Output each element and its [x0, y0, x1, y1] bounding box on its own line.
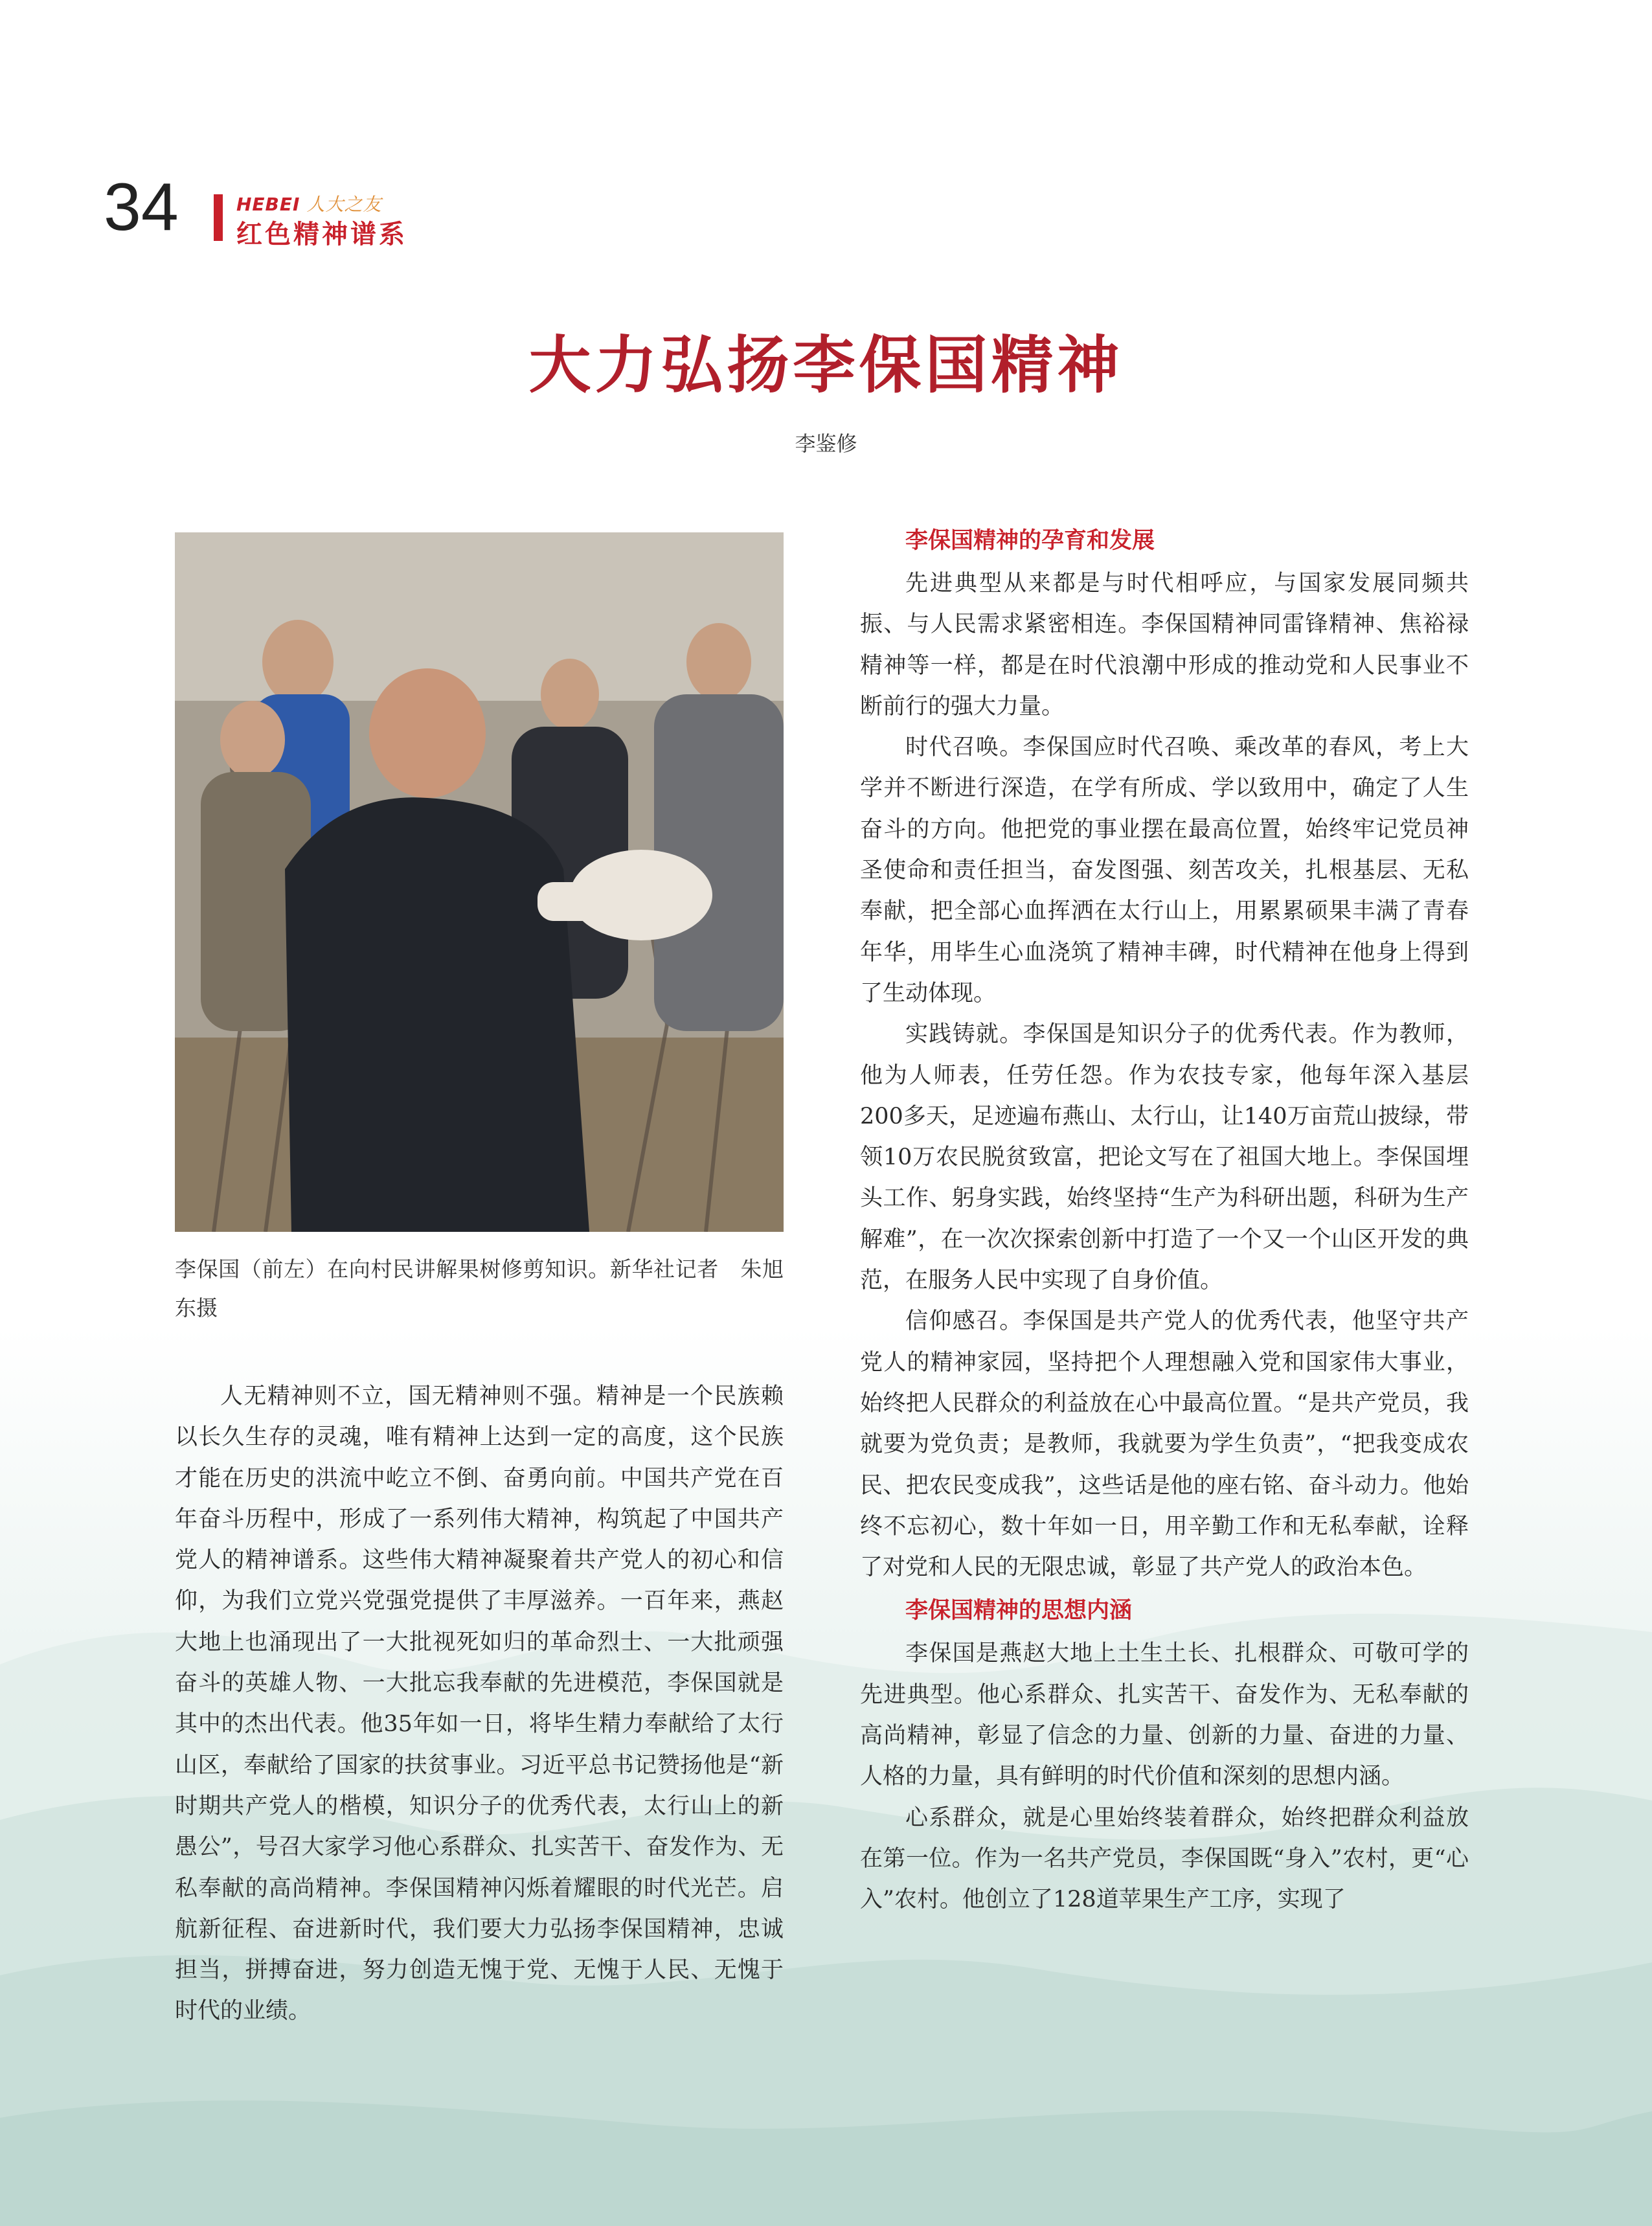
article-title: 大力弘扬李保国精神: [528, 329, 1124, 402]
section1-paragraph-3: 实践铸就。李保国是知识分子的优秀代表。作为教师，他为人师表，任劳任怨。作为农技专家，他每年深入基层200多天，足迹遍布燕山、太行山，让140万亩荒山披绿，带领10万农民脱贫致富，把论文写在了祖国大地上。李保国埋头工作、躬身实践，始终坚持“生产为科研出题，科研为生产解难”，在一次次探索创新中打造了一个又一个山区开发的典范，在服务人民中实现了自身价值。: [860, 1021, 1469, 1294]
section2-heading: 李保国精神的思想内涵: [905, 1598, 1133, 1624]
left-column: [175, 1376, 784, 2032]
right-column: [860, 528, 1469, 1921]
article-author: 李鉴修: [795, 431, 857, 456]
article-photo: [175, 532, 784, 1232]
section1-heading: 李保国精神的孕育和发展: [905, 528, 1155, 554]
section1-paragraph-1: 先进典型从来都是与时代相呼应，与国家发展同频共振、与人民需求紧密相连。李保国精神同雷锋精神、焦裕禄精神等一样，都是在时代浪潮中形成的推动党和人民事业不断前行的强大力量。: [860, 571, 1469, 720]
section1-paragraph-2: 时代召唤。李保国应时代召唤、乘改革的春风，考上大学并不断进行深造，在学有所成、学以致用中，确定了人生奋斗的方向。他把党的事业摆在最高位置，始终牢记党员神圣使命和责任担当，奋发图强、刻苦攻关，扎根基层、无私奉献，把全部心血挥洒在太行山上，用累累硕果丰满了青春年华，用毕生心血浇筑了精神丰碑，时代精神在他身上得到了生动体现。: [860, 734, 1469, 1006]
section2-paragraph-1: 李保国是燕赵大地上土生土长、扎根群众、可敬可学的先进典型。他心系群众、扎实苦干、奋发作为、无私奉献的高尚精神，彰显了信念的力量、创新的力量、奋进的力量、人格的力量，具有鲜明的时代价值和深刻的思想内涵。: [860, 1641, 1469, 1790]
brand-en: HEBEI: [236, 194, 300, 215]
brand-cn: 人大之友: [306, 194, 382, 215]
section1-paragraph-4: 信仰感召。李保国是共产党人的优秀代表，他坚守共产党人的精神家园，坚持把个人理想融入党和国家伟大事业，始终把人民群众的利益放在心中最高位置。“是共产党员，我就要为党负责；是教师，我就要为学生负责”，“把我变成农民、把农民变成我”，这些话是他的座右铭、奋斗动力。他始终不忘初心，数十年如一日，用辛勤工作和无私奉献，诠释了对党和人民的无限忠诚，彰显了共产党人的政治本色。: [860, 1308, 1469, 1581]
magazine-brand: [236, 190, 381, 216]
photo-caption: 李保国（前左）在向村民讲解果树修剪知识。新华社记者 朱旭东摄: [175, 1256, 784, 1321]
section2-paragraph-2: 心系群众，就是心里始终装着群众，始终把群众利益放在第一位。作为一名共产党员，李保国既“身入”农村，更“心入”农村。他创立了128道苹果生产工序，实现了: [860, 1804, 1469, 1913]
section-name: 红色精神谱系: [236, 220, 407, 249]
intro-paragraph: 人无精神则不立，国无精神则不强。精神是一个民族赖以长久生存的灵魂，唯有精神上达到一定的高度，这个民族才能在历史的洪流中屹立不倒、奋勇向前。中国共产党在百年奋斗历程中，形成了一系列伟大精神，构筑起了中国共产党人的精神谱系。这些伟大精神凝聚着共产党人的初心和信仰，为我们立党兴党强党提供了丰厚滋养。一百年来，燕赵大地上也涌现出了一大批视死如归的革命烈士、一大批顽强奋斗的英雄人物、一大批忘我奉献的先进模范，李保国就是其中的杰出代表。他35年如一日，将毕生精力奉献给了太行山区，奉献给了国家的扶贫事业。习近平总书记赞扬他是“新时期共产党人的楷模，知识分子的优秀代表，太行山上的新愚公”，号召大家学习他心系群众、扎实苦干、奋发作为、无私奉献的高尚精神。李保国精神闪烁着耀眼的时代光芒。启航新征程、奋进新时代，我们要大力弘扬李保国精神，忠诚担当，拼搏奋进，努力创造无愧于党、无愧于人民、无愧于时代的业绩。: [175, 1383, 784, 2025]
header-accent-bar: [214, 194, 223, 241]
photo-illustration: [175, 532, 784, 1232]
page-number: 34: [104, 170, 179, 245]
